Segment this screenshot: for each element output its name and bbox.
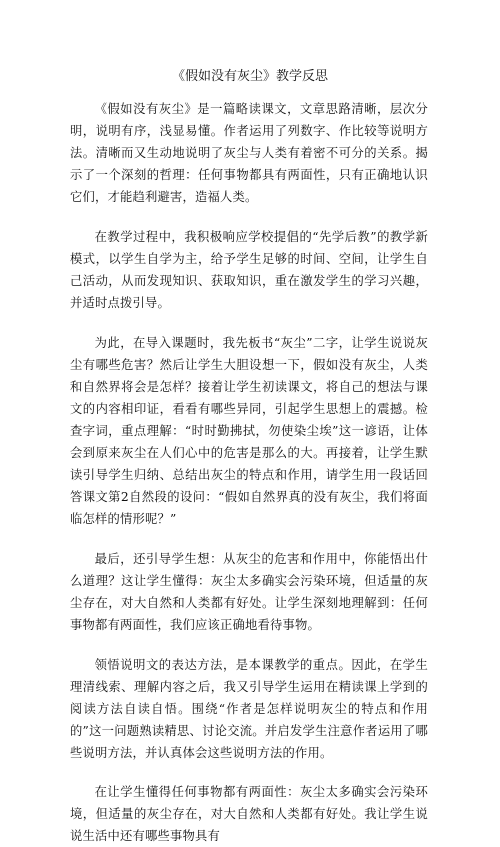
paragraph-two-sidedness: 在让学生懂得任何事物都有两面性：灰尘太多确实会污染环境，但适量的灰尘存在，对大自然和人类都有好处。我让学生说说生活中还有哪些事物具有 xyxy=(70,785,428,843)
paragraph-intro: 《假如没有灰尘》是一篇略读课文，文章思路清晰，层次分明，说明有序，浅显易懂。作者运用了列数字、作比较等说明方法。清晰而又生动地说明了灰尘与人类有着密不可分的关系。揭示了一个深刻的哲理：任何事物都具有两面性，只有正确地认识它们，才能趋利避害，造福人类。 xyxy=(70,102,428,204)
paragraph-expression-methods: 领悟说明文的表达方法，是本课教学的重点。因此，在学生理清线索、理解内容之后，我又引导学生运用在精读课上学到的阅读方法自读自悟。围绕“作者是怎样说明灰尘的特点和作用的”这一问题熟读精思、讨论交流。并启发学生注意作者运用了哪些说明方法，并认真体会这些说明方法的作用。 xyxy=(70,658,428,760)
paragraph-reflection: 最后，还引导学生想：从灰尘的危害和作用中，你能悟出什么道理？这让学生懂得：灰尘太多确实会污染环境，但适量的灰尘存在，对大自然和人类都有好处。让学生深刻地理解到：任何事物都有两面性，我们应该正确地看待事物。 xyxy=(70,552,428,632)
document-body xyxy=(70,98,428,847)
paragraph-teaching-process: 在教学过程中，我积极响应学校提倡的“先学后教”的教学新模式，以学生自学为主，给予学生足够的时间、空间，让学生自己活动，从而发现知识、获取知识，重在激发学生的学习兴趣，并适时点拨引导。 xyxy=(70,230,428,310)
document-title: 《假如没有灰尘》教学反思 xyxy=(171,69,328,84)
paragraph-lesson-introduction: 为此，在导入课题时，我先板书“灰尘”二字，让学生说说灰尘有哪些危害？然后让学生大胆设想一下，假如没有灰尘，人类和自然界将会是怎样？接着让学生初读课文，将自己的想法与课文的内容相印证，看看有哪些异同，引起学生思想上的震撼。检查字词，重点理解：“时时勤拂拭，勿使染尘埃”这一谚语，让体会到原来灰尘在人们心中的危害是那么的大。再接着，让学生默读引导学生归纳、总结出灰尘的特点和作用，请学生用一段话回答课文第2自然段的设问：“假如自然界真的没有灰尘，我们将面临怎样的情形呢？” xyxy=(70,336,428,526)
